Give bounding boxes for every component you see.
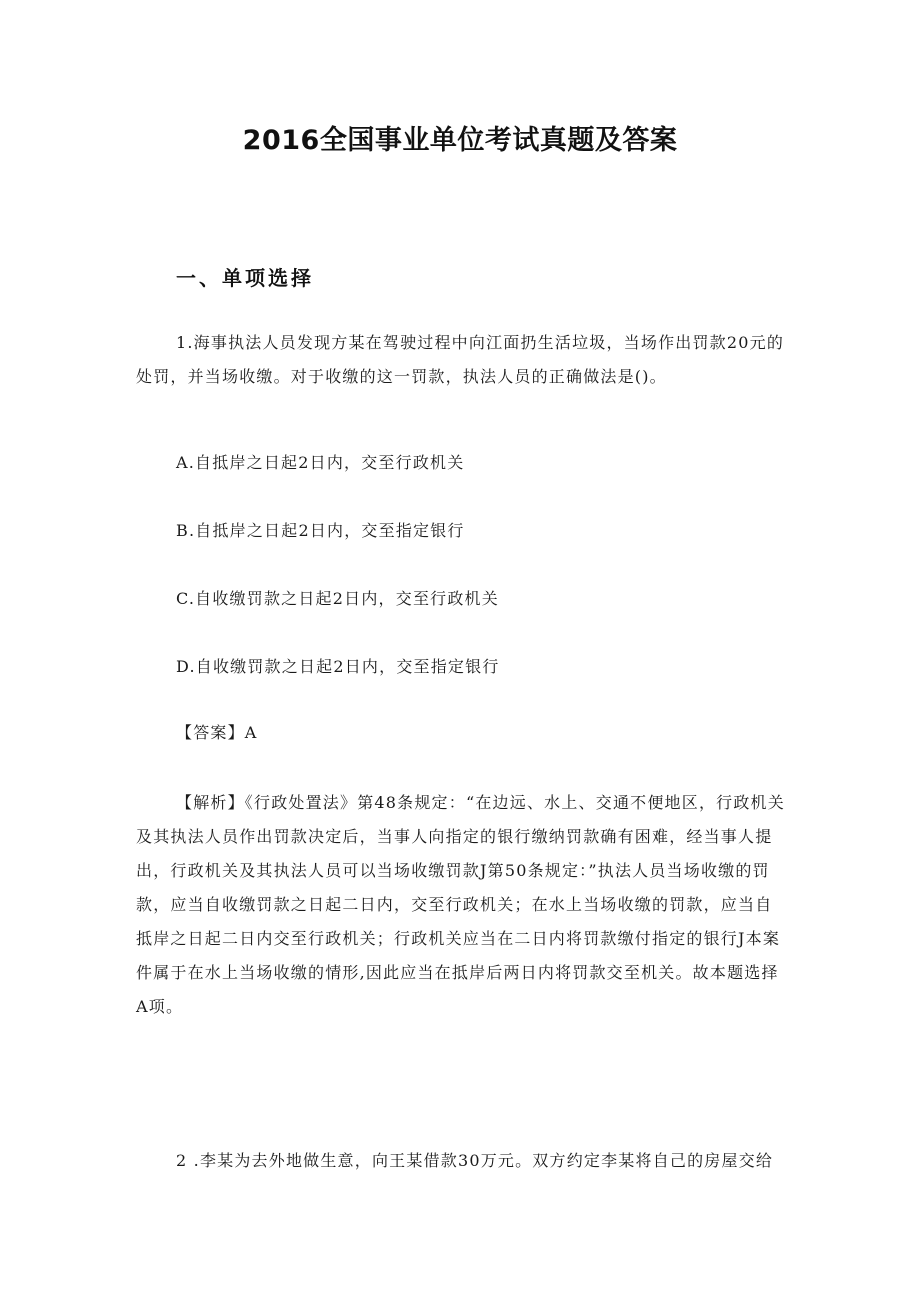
question-1-option-d: D.自收缴罚款之日起2日内，交至指定银行 [176,657,500,676]
question-1-option-b: B.自抵岸之日起2日内，交至指定银行 [176,521,465,540]
question-1-analysis: 【解析】《行政处置法》第48条规定：“在边远、水上、交通不便地区，行政机关及其执法人员作出罚款决定后，当事人向指定的银行缴纳罚款确有困难，经当事人提出，行政机关及其执法人员可以当场收缴罚款J第50条规定：”执法人员当场收缴的罚款，应当自收缴罚款之日起二日内，交至行政机关；在水上当场收缴的罚款，应当自抵岸之日起二日内交至行政机关；行政机关应当在二日内将罚款缴付指定的银行J本案件属于在水上当场收缴的情形,因此应当在抵岸后两日内将罚款交至机关。故本题选择A项。 [136,793,785,1016]
section-heading: 一、单项选择 [176,266,314,290]
question-1-option-a: A.自抵岸之日起2日内，交至行政机关 [176,453,465,472]
question-2-text: 2 .李某为去外地做生意，向王某借款30万元。双方约定李某将自己的房屋交给 [176,1151,774,1170]
question-1-text: 1.海事执法人员发现方某在驾驶过程中向江面扔生活垃圾，当场作出罚款20元的处罚，并当场收缴。对于收缴的这一罚款，执法人员的正确做法是()。 [136,333,785,386]
document-title: 2016全国事业单位考试真题及答案 [242,125,678,156]
question-1-answer: 【答案】A [176,723,258,742]
question-1-option-c: C.自收缴罚款之日起2日内，交至行政机关 [176,589,499,608]
